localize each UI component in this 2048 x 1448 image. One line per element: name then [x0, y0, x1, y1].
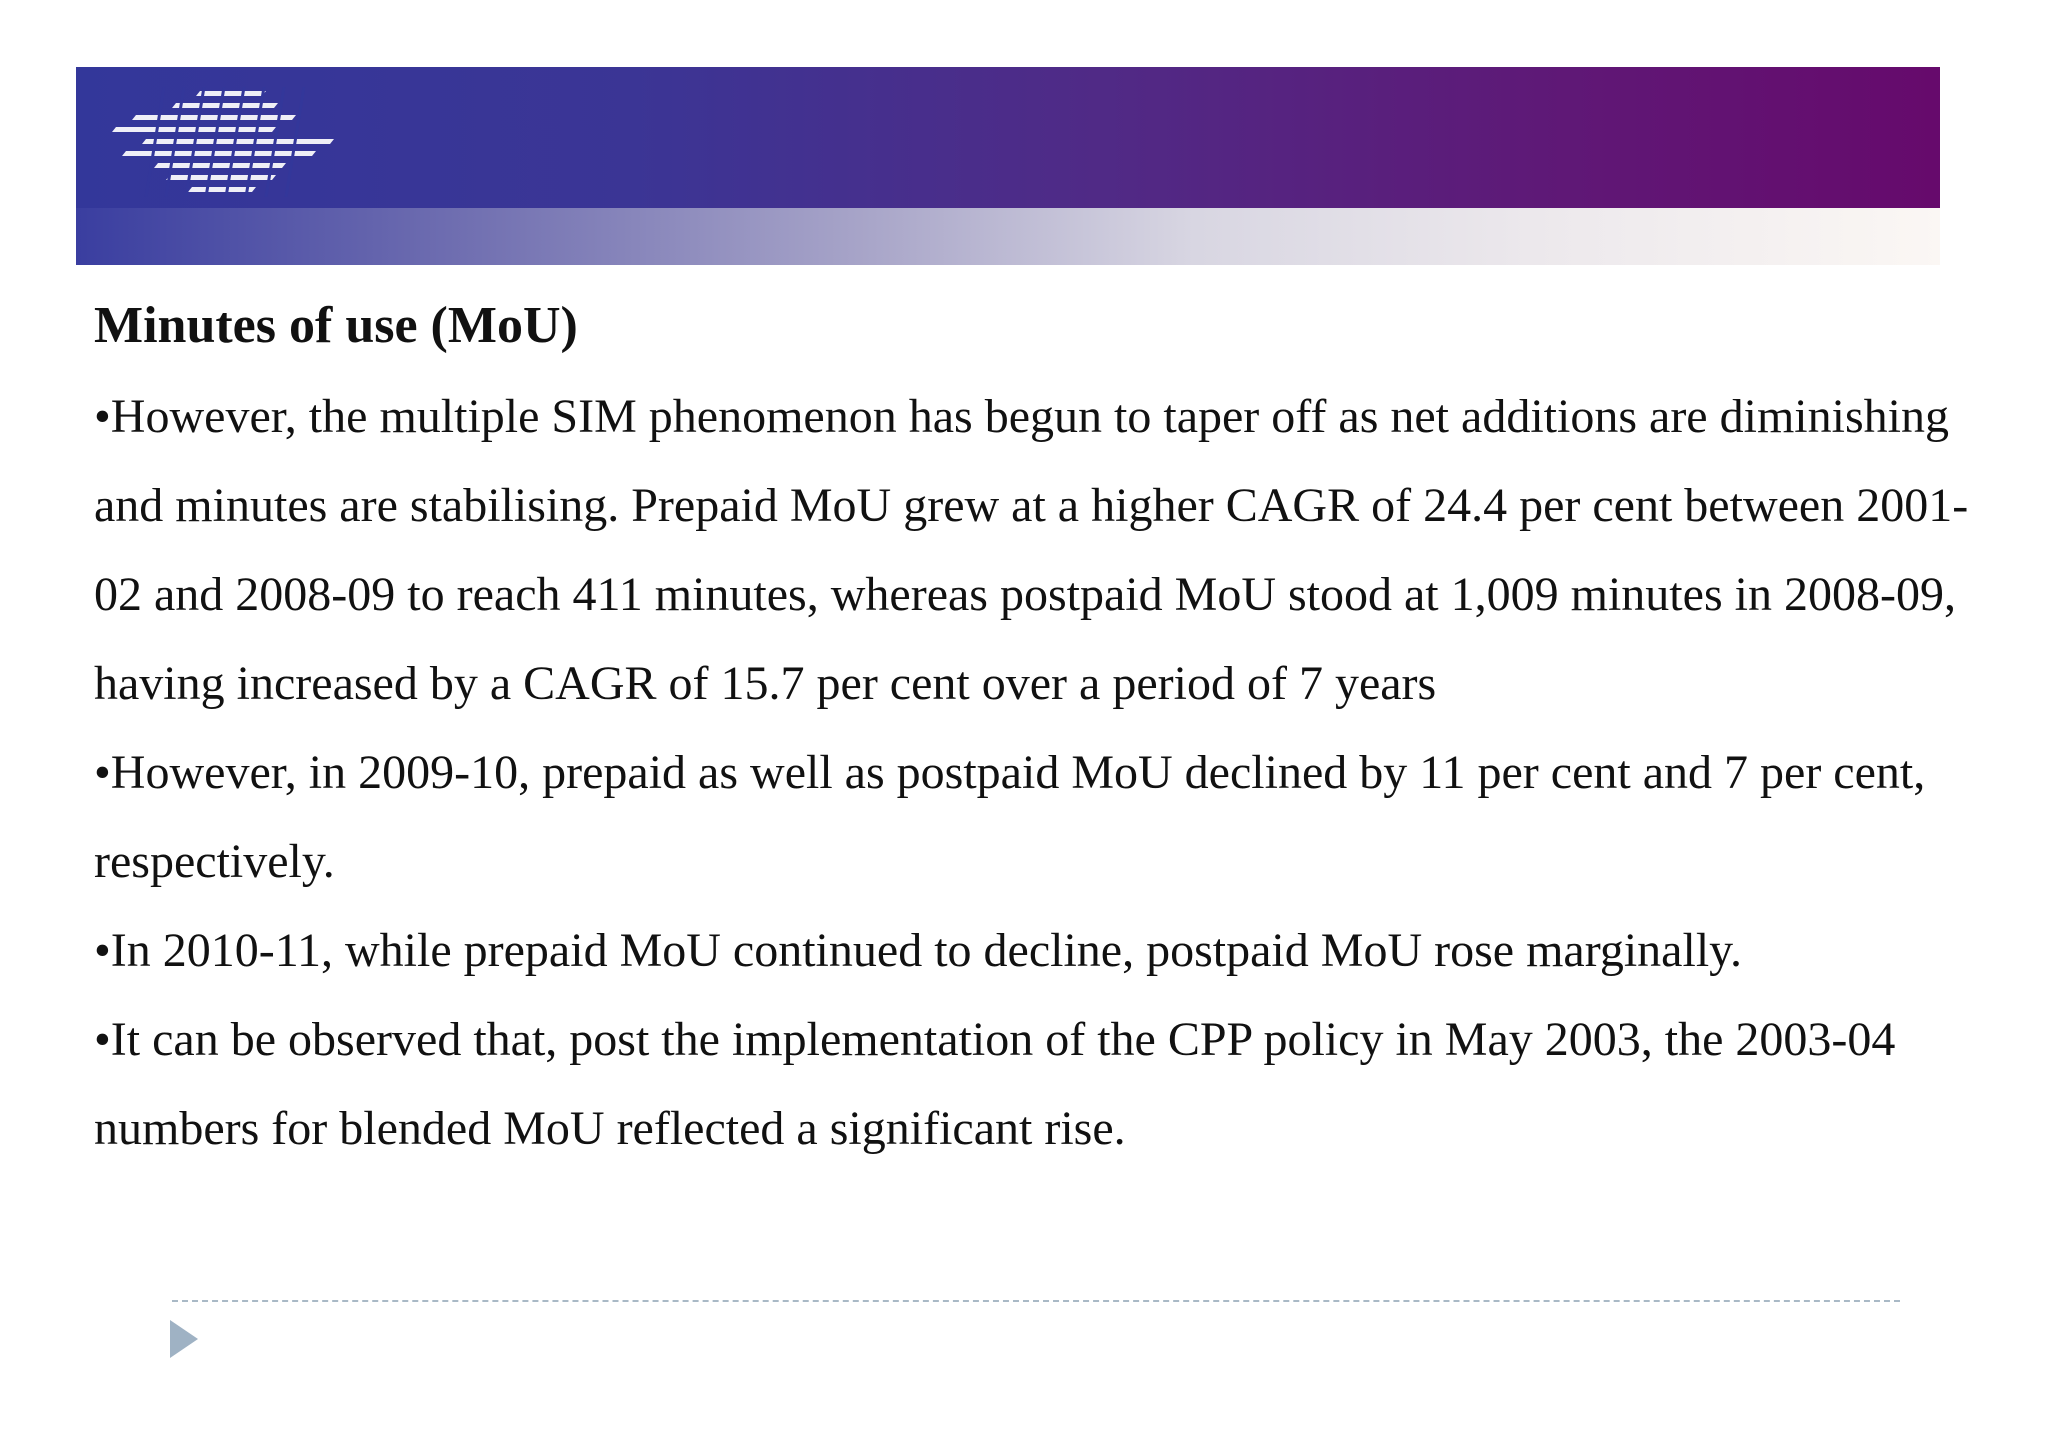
bullet-paragraph: •However, the multiple SIM phenomenon has begun to taper off as net additions are diminishing and minutes are stabilising. Prepaid MoU grew at a higher CAGR of 24.4 per cent between 2001-02 and 2008-09 to reach 411 minutes, whereas postpaid MoU stood at 1,009 minutes in 2008-09, having increased by a CAGR of 15.7 per cent over a period of 7 years — [94, 390, 1969, 710]
banner-gradient-top — [76, 67, 1940, 208]
triangle-right-icon — [170, 1320, 198, 1358]
striped-grid-logo-icon — [106, 87, 336, 197]
bullet-paragraph: •In 2010-11, while prepaid MoU continued to decline, postpaid MoU rose marginally. — [94, 924, 1743, 977]
bullet-paragraph: •It can be observed that, post the implementation of the CPP policy in May 2003, the 2003-04 numbers for blended MoU reflected a significant rise. — [94, 1013, 1896, 1155]
header-banner — [76, 67, 1940, 265]
slide-title: Minutes of use (MoU) — [94, 297, 578, 354]
bullet-paragraph: •However, in 2009-10, prepaid as well as postpaid MoU declined by 11 per cent and 7 per cent, respectively. — [94, 746, 1926, 888]
footer-divider — [172, 1300, 1900, 1302]
slide-body — [94, 290, 1974, 1173]
banner-gradient-bottom — [76, 208, 1940, 265]
